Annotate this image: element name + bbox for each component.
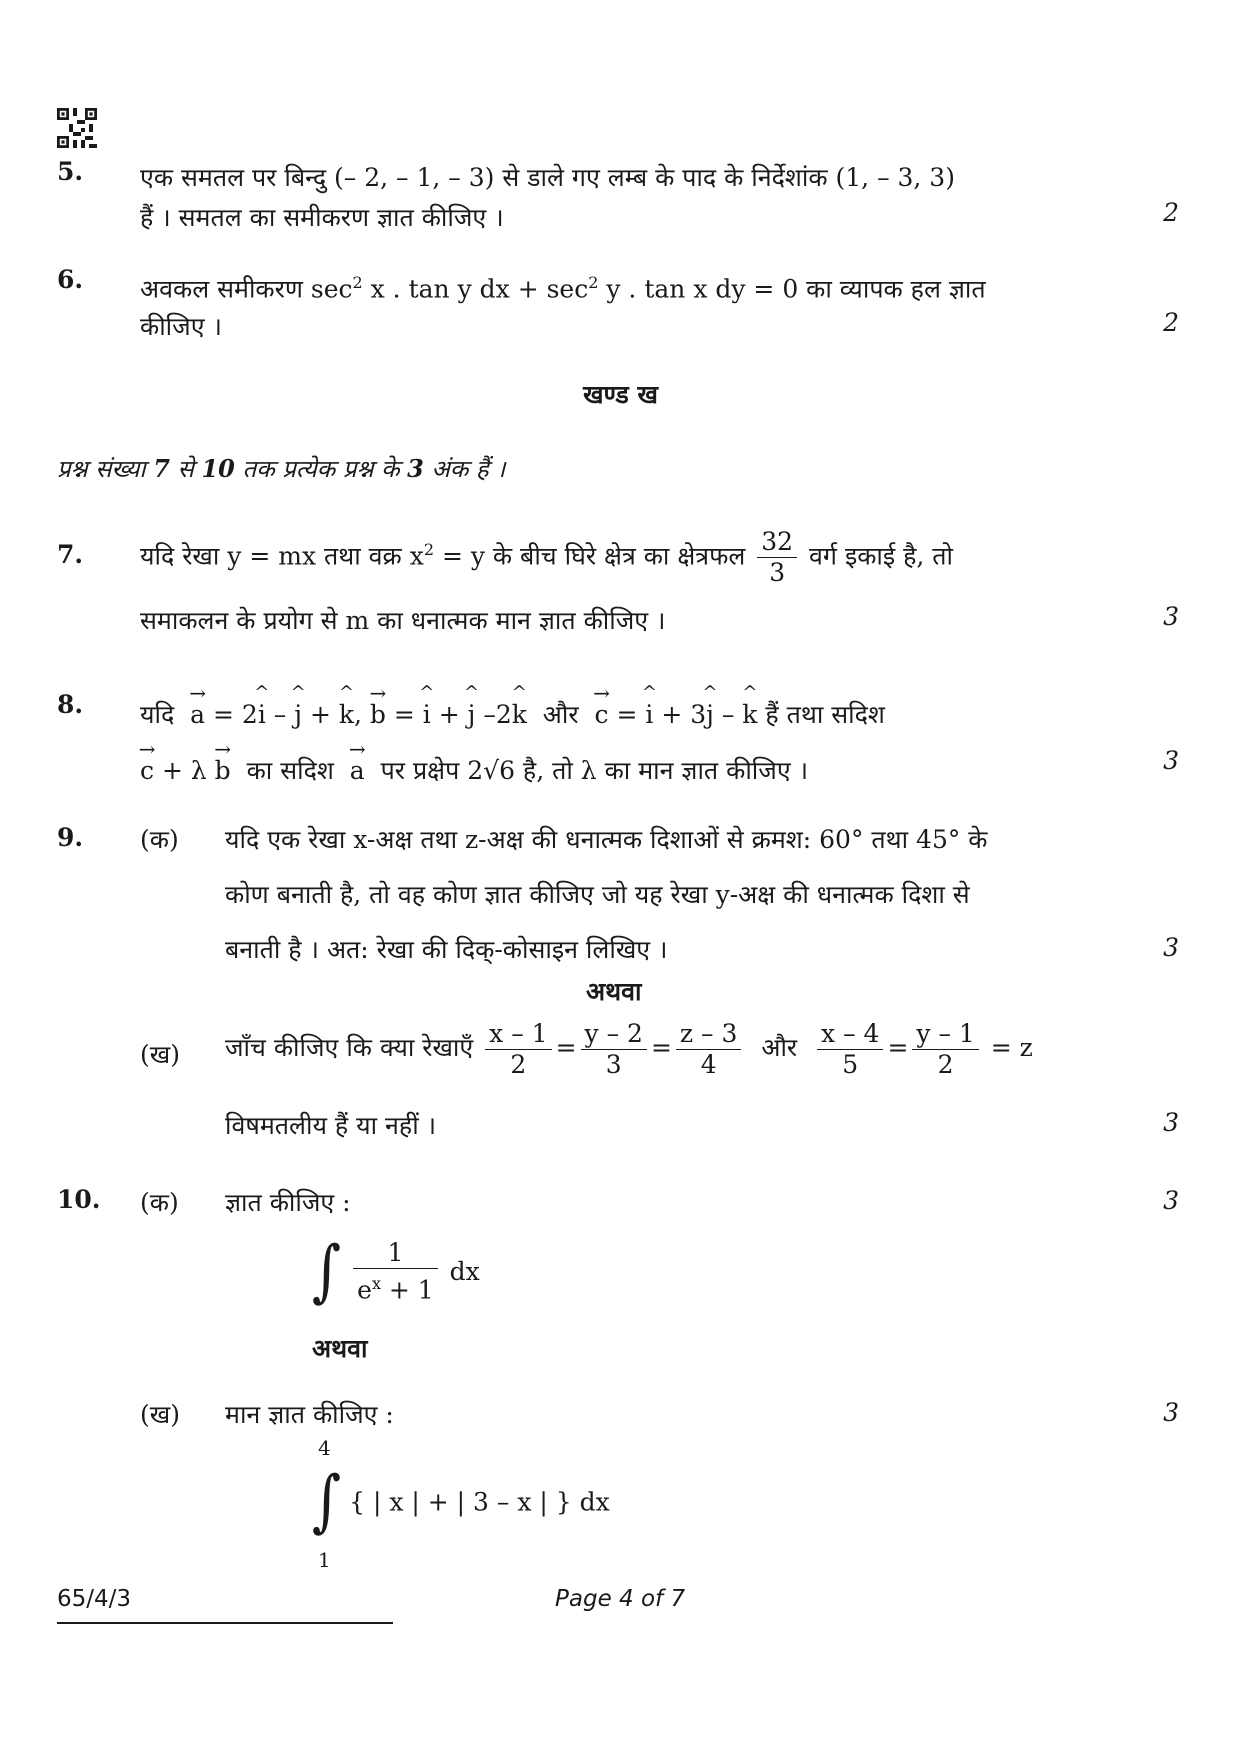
denominator <box>353 1269 438 1305</box>
question-10a-text: ज्ञात कीजिए : <box>225 1188 351 1217</box>
text: से <box>170 455 202 483</box>
integral-sign: ∫ <box>312 1232 342 1311</box>
denominator: 2 <box>937 1050 954 1079</box>
denominator: 4 <box>700 1050 717 1079</box>
numerator: x – 4 <box>817 1019 883 1050</box>
text: प्रश्न संख्या <box>57 455 154 483</box>
lower-limit: 1 <box>318 1548 331 1572</box>
question-number: 5. <box>57 157 84 186</box>
superscript: x <box>371 1274 381 1293</box>
text: और <box>761 1033 798 1062</box>
marks: 3 <box>1163 1398 1179 1427</box>
superscript: 2 <box>423 540 434 559</box>
numerator: 1 <box>353 1238 438 1269</box>
question-9a-line-3: बनाती है । अत: रेखा की दिक्-कोसाइन लिखिए । <box>225 935 668 964</box>
denominator: 3 <box>605 1050 622 1079</box>
superscript: 2 <box>352 273 363 292</box>
marks: 3 <box>1163 602 1179 631</box>
equals: = <box>650 1033 672 1062</box>
numerator: y – 2 <box>581 1019 647 1050</box>
marks: 2 <box>1163 308 1179 337</box>
text: y . tan x dy = 0 का व्यापक हल ज्ञात <box>598 274 986 304</box>
unit-vector-i: ^ i <box>423 692 431 738</box>
part-label: (क) <box>140 1188 179 1217</box>
marks: 3 <box>1163 746 1179 775</box>
fraction <box>817 1019 883 1080</box>
part-label: (ख) <box>140 1040 180 1069</box>
vector-a: → a <box>190 682 205 738</box>
page-number: Page 4 of 7 <box>555 1586 686 1612</box>
vector-a: → a <box>350 738 365 794</box>
text: dx <box>449 1257 480 1287</box>
upper-limit: 4 <box>318 1436 331 1460</box>
qr-code-icon <box>57 108 97 148</box>
fraction <box>757 527 797 588</box>
text: + 1 <box>380 1275 434 1305</box>
text: का सदिश <box>246 756 334 785</box>
or-separator: अथवा <box>312 1334 368 1363</box>
denominator: 2 <box>510 1050 527 1079</box>
question-5-line-2: हैं । समतल का समीकरण ज्ञात कीजिए । <box>140 203 504 232</box>
text: अंक हैं । <box>423 455 506 483</box>
fraction <box>676 1019 741 1080</box>
marks: 3 <box>1163 1186 1179 1215</box>
text: जाँच कीजिए कि क्या रेखाएँ <box>225 1033 474 1062</box>
text: = z <box>990 1033 1033 1062</box>
footer-rule <box>57 1622 393 1624</box>
vector-b: → b <box>215 738 231 794</box>
text: x . tan y dx + sec <box>362 274 589 304</box>
question-number: 6. <box>57 265 84 294</box>
text: e <box>357 1275 372 1305</box>
section-heading: खण्ड ख <box>583 380 658 409</box>
question-7-line-2: समाकलन के प्रयोग से m का धनात्मक मान ज्ञात कीजिए । <box>140 606 666 635</box>
question-9b-line-2: विषमतलीय हैं या नहीं । <box>225 1111 437 1140</box>
question-5-line-1: एक समतल पर बिन्दु (– 2, – 1, – 3) से डाले गए लम्ब के पाद के निर्देशांक (1, – 3, 3) <box>140 163 955 192</box>
text: यदि रेखा y = mx तथा वक्र x <box>140 541 424 571</box>
or-separator: अथवा <box>586 977 642 1006</box>
question-number: 9. <box>57 823 84 852</box>
question-6-line-2: कीजिए । <box>140 312 222 341</box>
text: = 2 <box>205 700 258 729</box>
unit-vector-k: ^ k <box>339 692 354 738</box>
fraction <box>353 1238 438 1305</box>
text: = y के बीच घिरे क्षेत्र का क्षेत्रफल <box>434 541 746 571</box>
text: और <box>542 700 579 729</box>
unit-vector-k: ^ k <box>742 692 757 738</box>
integral-expression-a <box>312 1232 480 1311</box>
denominator: 3 <box>769 558 786 588</box>
vector-c: → c <box>595 682 609 738</box>
part-label: (ख) <box>140 1400 180 1429</box>
question-8-line-1: यदि → a = 2^ i – ^ j + ^ k, → b = ^ i + ^ j –2^ k और → c = ^ i + 3^ j – ^ k हैं तथा सदिश <box>140 682 1140 738</box>
unit-vector-j: ^ j <box>706 692 714 738</box>
unit-vector-i: ^ i <box>645 692 653 738</box>
question-7-line-1 <box>140 518 1140 588</box>
question-8-line-2: → c + λ → b का सदिश → a पर प्रक्षेप 2√6 है, तो λ का मान ज्ञात कीजिए । <box>140 738 1140 794</box>
unit-vector-j: ^ j <box>468 692 476 738</box>
vector-c: → c <box>140 738 154 794</box>
text: पर प्रक्षेप 2√6 है, तो λ का मान ज्ञात कीजिए । <box>380 756 809 785</box>
fraction <box>485 1019 551 1080</box>
marks: 3 <box>1163 1108 1179 1137</box>
denominator: 5 <box>842 1050 859 1079</box>
integral-sign: ∫ <box>312 1462 342 1541</box>
question-number: 7. <box>57 540 84 569</box>
integral-expression-b <box>312 1462 610 1541</box>
superscript: 2 <box>588 273 599 292</box>
text: हैं तथा सदिश <box>765 700 885 729</box>
marks: 3 <box>1163 933 1179 962</box>
question-10b-text: मान ज्ञात कीजिए : <box>225 1400 394 1429</box>
text: यदि <box>140 700 175 729</box>
fraction <box>581 1019 647 1080</box>
unit-vector-j: ^ j <box>294 692 302 738</box>
text: 3 <box>407 454 424 483</box>
vector-b: → b <box>370 682 386 738</box>
numerator: z – 3 <box>676 1019 741 1050</box>
question-number: 8. <box>57 690 84 719</box>
paper-code: 65/4/3 <box>57 1586 132 1612</box>
equals: = <box>887 1033 909 1062</box>
numerator: x – 1 <box>485 1019 551 1050</box>
text: 10 <box>201 454 235 483</box>
text: तक प्रत्येक प्रश्न के <box>234 455 408 483</box>
question-number: 10. <box>57 1185 101 1214</box>
unit-vector-i: ^ i <box>258 692 266 738</box>
text: 7 <box>153 454 170 483</box>
text: { | x | + | 3 – x | } dx <box>349 1487 610 1517</box>
section-instruction <box>57 452 505 485</box>
marks: 2 <box>1163 198 1179 227</box>
numerator: 32 <box>757 527 797 558</box>
question-9a-line-1: यदि एक रेखा x-अक्ष तथा z-अक्ष की धनात्मक दिशाओं से क्रमश: 60° तथा 45° के <box>225 825 988 854</box>
unit-vector-k: ^ k <box>512 692 527 738</box>
text: वर्ग इकाई है, तो <box>809 541 954 571</box>
part-label: (क) <box>140 825 179 854</box>
question-9b-line-1 <box>225 1016 1165 1080</box>
fraction <box>912 1019 978 1080</box>
text: अवकल समीकरण sec <box>140 274 353 304</box>
question-9a-line-2: कोण बनाती है, तो वह कोण ज्ञात कीजिए जो यह रेखा y-अक्ष की धनात्मक दिशा से <box>225 880 970 909</box>
equals: = <box>555 1033 577 1062</box>
numerator: y – 1 <box>912 1019 978 1050</box>
